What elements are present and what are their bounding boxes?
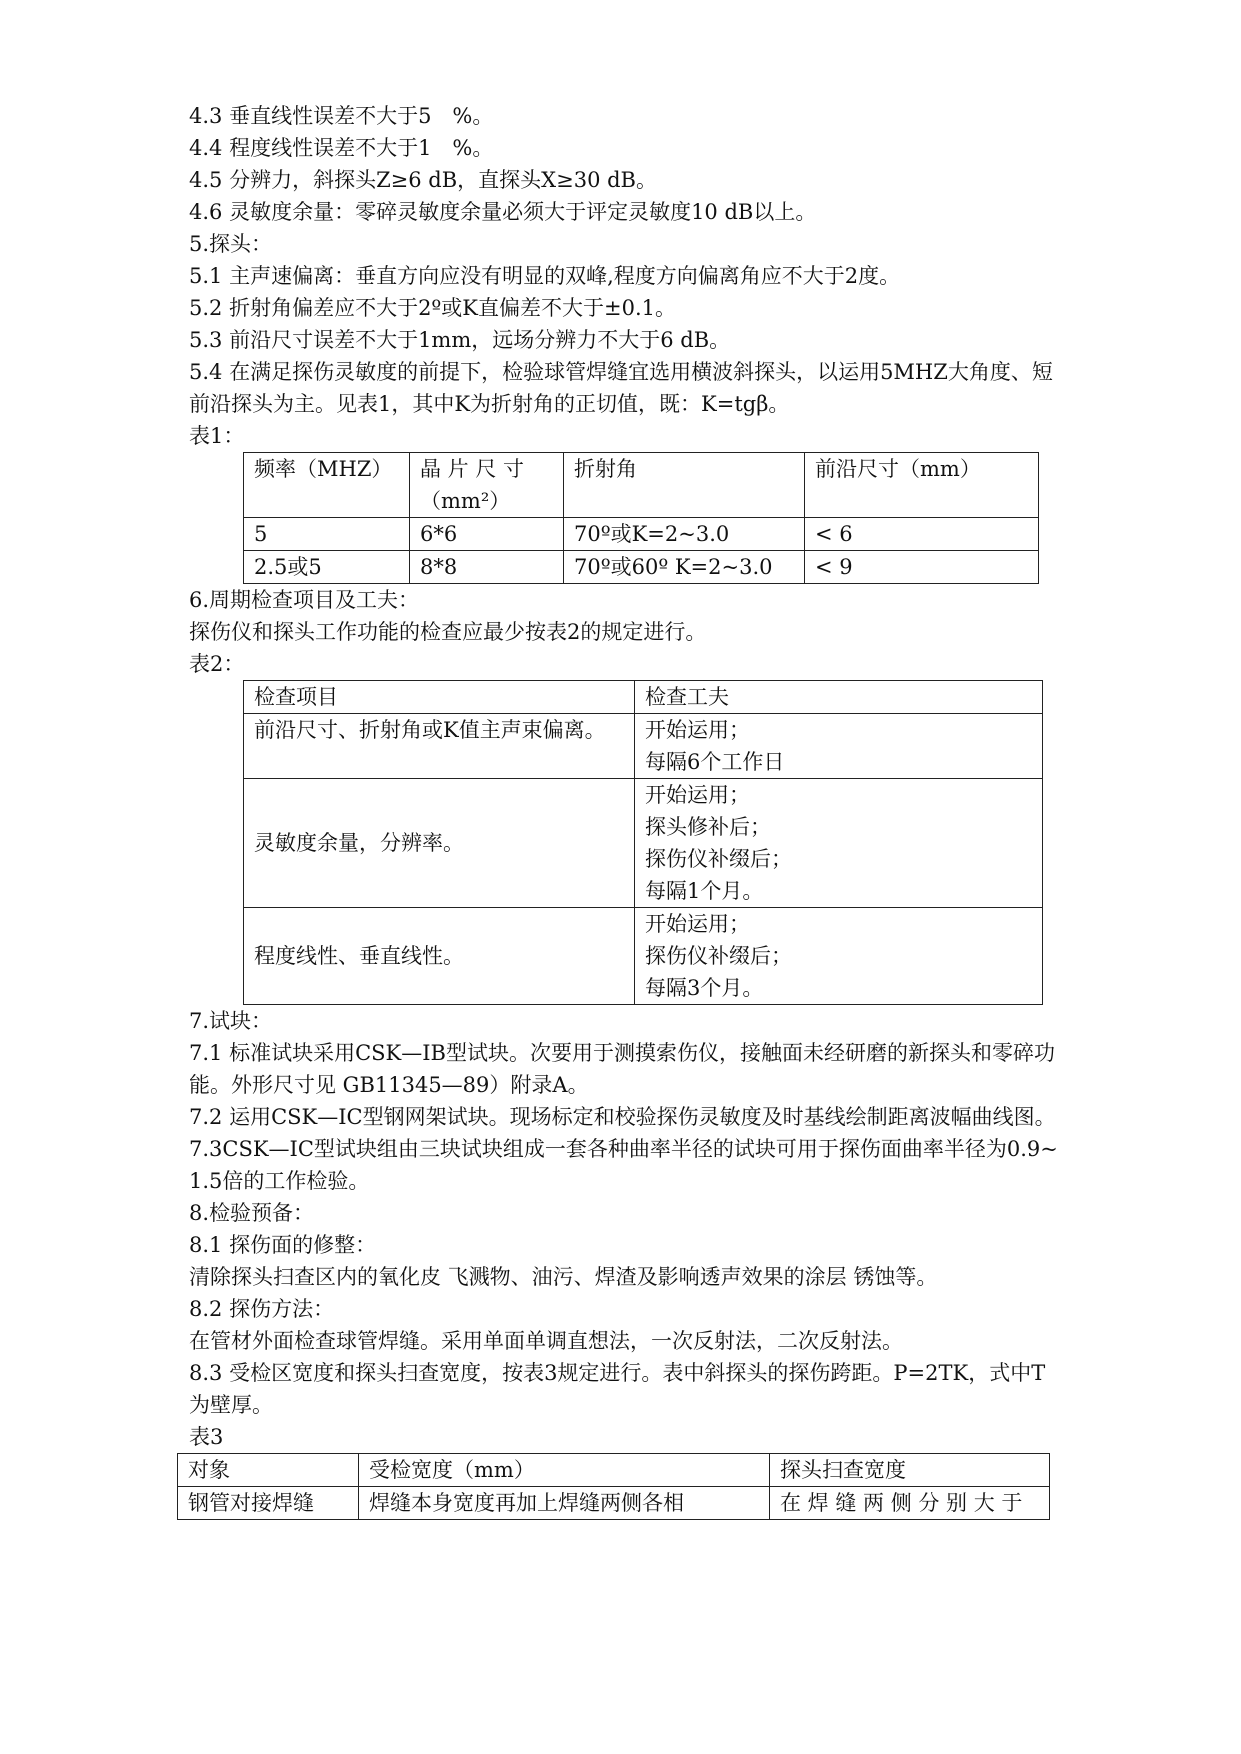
para-7-1: 7.1 标准试块采用CSK—IB型试块。次要用于测摸索伤仪，接触面未经研磨的新探头和零碎功能。外形尺寸见 GB11345—89）附录A。: [189, 1041, 1055, 1097]
heading-8-2: 8.2 探伤方法：: [189, 1297, 335, 1321]
table-3: [177, 1453, 1050, 1520]
time-line: 开始运用；: [645, 912, 750, 936]
table-row: [244, 681, 1043, 714]
para-6: 探伤仪和探头工作功能的检查应最少按表2的规定进行。: [189, 620, 707, 644]
table-row: [244, 551, 1039, 584]
table1-caption: 表1：: [189, 424, 245, 448]
table-header-cell: 探头扫查宽度: [770, 1454, 1050, 1487]
table-cell: 焊缝本身宽度再加上焊缝两侧各相: [359, 1487, 770, 1520]
heading-6: 6.周期检查项目及工夫：: [189, 588, 420, 612]
para-4-4: 4.4 程度线性误差不大于1 %。: [189, 136, 494, 160]
table-row: [178, 1454, 1050, 1487]
table2-caption: 表2：: [189, 652, 245, 676]
table-header-cell: 晶 片 尺 寸（mm²）: [410, 453, 564, 518]
table-row: [244, 908, 1043, 1005]
table-header-cell: 前沿尺寸（mm）: [805, 453, 1039, 518]
table-header-cell: 频率（MHZ）: [244, 453, 410, 518]
time-line: 探头修补后；: [645, 815, 771, 839]
para-5-3: 5.3 前沿尺寸误差不大于1mm，远场分辨力不大于6 dB。: [189, 328, 731, 352]
para-7-2: 7.2 运用CSK—IC型钢网架试块。现场标定和校验探伤灵敏度及时基线绘制距离波幅曲线图。: [189, 1105, 1056, 1129]
para-8-1: 清除探头扫查区内的氧化皮 飞溅物、油污、焊渣及影响透声效果的涂层 锈蚀等。: [189, 1265, 938, 1289]
table-cell: 70º或60º K=2~3.0: [564, 551, 805, 584]
para-8-3: 8.3 受检区宽度和探头扫查宽度，按表3规定进行。表中斜探头的探伤跨距。P=2TK，式中T为壁厚。: [189, 1361, 1046, 1417]
time-line: 每隔3个月。: [645, 976, 764, 1000]
para-4-6: 4.6 灵敏度余量：零碎灵敏度余量必须大于评定灵敏度10 dB以上。: [189, 200, 817, 224]
table-cell: 前沿尺寸、折射角或K值主声束偏离。: [244, 714, 635, 779]
section-6: [189, 584, 1069, 680]
time-line: 开始运用；: [645, 718, 750, 742]
table-header-cell: 对象: [178, 1454, 359, 1487]
table-cell: 5: [244, 518, 410, 551]
table-row: [178, 1487, 1050, 1520]
table-2: [243, 680, 1043, 1005]
table3-caption: 表3: [189, 1425, 224, 1449]
table-cell: [635, 714, 1043, 779]
table-header-cell: 受检宽度（mm）: [359, 1454, 770, 1487]
table-row: [244, 779, 1043, 908]
table-cell: 程度线性、垂直线性。: [244, 908, 635, 1005]
para-4-5: 4.5 分辨力，斜探头Z≥6 dB，直探头X≥30 dB。: [189, 168, 657, 192]
table-header-cell: 检查项目: [244, 681, 635, 714]
table-1: [243, 452, 1039, 584]
table-header-cell: 折射角: [564, 453, 805, 518]
table-cell: 灵敏度余量，分辨率。: [244, 779, 635, 908]
para-7-3: 7.3CSK—IC型试块组由三块试块组成一套各种曲率半径的试块可用于探伤面曲率半径为0.9~1.5倍的工作检验。: [189, 1137, 1058, 1193]
table-cell: 70º或K=2~3.0: [564, 518, 805, 551]
time-line: 开始运用；: [645, 783, 750, 807]
para-5-2: 5.2 折射角偏差应不大于2º或K直偏差不大于±0.1。: [189, 296, 676, 320]
heading-5: 5.探头：: [189, 232, 273, 256]
table-cell: 2.5或5: [244, 551, 410, 584]
table-row: [244, 518, 1039, 551]
table-cell: < 9: [805, 551, 1039, 584]
para-5-4: 5.4 在满足探伤灵敏度的前提下，检验球管焊缝宜选用横波斜探头，以运用5MHZ大角度、短前沿探头为主。见表1，其中K为折射角的正切值，既：K=tgβ。: [189, 360, 1053, 416]
heading-8-1: 8.1 探伤面的修整：: [189, 1233, 377, 1257]
section-4-5: [189, 100, 1069, 452]
time-line: 每隔1个月。: [645, 879, 764, 903]
heading-7: 7.试块：: [189, 1009, 273, 1033]
para-4-3: 4.3 垂直线性误差不大于5 %。: [189, 104, 494, 128]
table-cell: < 6: [805, 518, 1039, 551]
time-line: 探伤仪补缀后；: [645, 944, 792, 968]
time-line: 探伤仪补缀后；: [645, 847, 792, 871]
table-row: [244, 453, 1039, 518]
table-header-cell: 检查工夫: [635, 681, 1043, 714]
heading-8: 8.检验预备：: [189, 1201, 315, 1225]
section-7-8: [189, 1005, 1069, 1453]
table-cell: 在 焊 缝 两 侧 分 别 大 于: [770, 1487, 1050, 1520]
table-cell: 8*8: [410, 551, 564, 584]
table-cell: [635, 779, 1043, 908]
table-row: [244, 714, 1043, 779]
table-cell: 钢管对接焊缝: [178, 1487, 359, 1520]
para-8-2: 在管材外面检查球管焊缝。采用单面单调直想法，一次反射法，二次反射法。: [189, 1329, 903, 1353]
table-cell: 6*6: [410, 518, 564, 551]
table-cell: [635, 908, 1043, 1005]
time-line: 每隔6个工作日: [645, 750, 785, 774]
para-5-1: 5.1 主声速偏离：垂直方向应没有明显的双峰,程度方向偏离角应不大于2度。: [189, 264, 901, 288]
document-page: [189, 100, 1069, 1520]
